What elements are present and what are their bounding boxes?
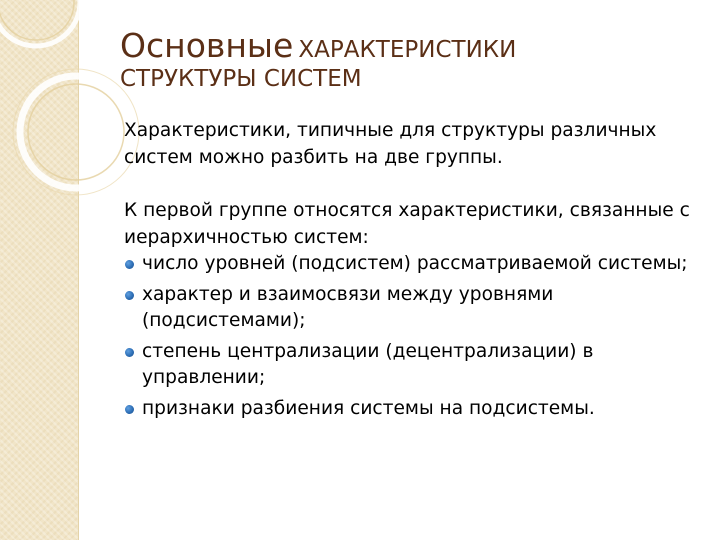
bullet-dot-icon <box>125 260 134 269</box>
slide-title <box>120 26 690 93</box>
title-main-word: Основные <box>120 26 294 65</box>
bullet-item <box>124 339 694 392</box>
title-caps-line-2: СТРУКТУРЫ СИСТЕМ <box>120 65 362 92</box>
bullet-text: характер и взаимосвязи между уровнями (подсистемами); <box>142 283 554 331</box>
paragraph-spacer <box>124 171 694 198</box>
bullet-item <box>124 396 694 423</box>
bullet-text: число уровней (подсистем) рассматриваемой системы; <box>142 253 688 274</box>
bullet-dot-icon <box>125 348 134 357</box>
slide-body <box>124 118 694 426</box>
bullet-dot-icon <box>125 291 134 300</box>
title-caps-line-1: ХАРАКТЕРИСТИКИ <box>298 37 517 63</box>
group-paragraph: К первой группе относятся характеристики, связанные с иерархичностью систем: <box>124 200 690 248</box>
bullet-list <box>124 251 694 422</box>
intro-paragraph: Характеристики, типичные для структуры различных систем можно разбить на две группы. <box>124 120 657 168</box>
bullet-text: степень централизации (децентрализации) в управлении; <box>142 340 594 388</box>
bullet-text: признаки разбиения системы на подсистемы. <box>142 397 595 419</box>
bullet-item <box>124 282 694 335</box>
decorative-rings <box>0 0 140 220</box>
bullet-item <box>124 251 694 278</box>
bullet-dot-icon <box>125 405 134 414</box>
